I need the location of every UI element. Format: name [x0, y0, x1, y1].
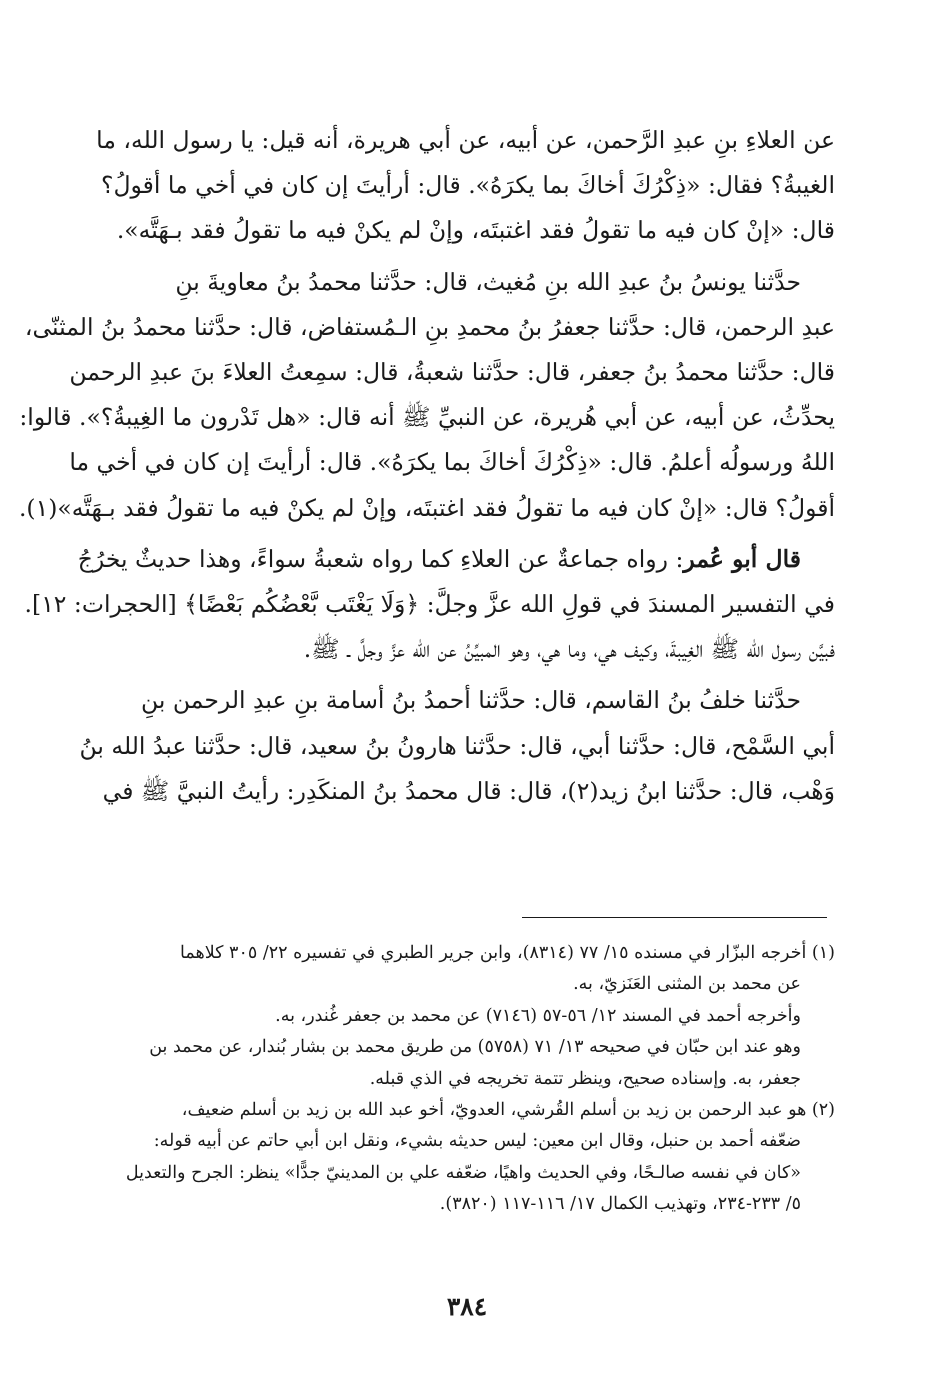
footnote-line: ٥/ ٢٣٣-٢٣٤، وتهذيب الكمال ١٧/ ١١٦-١١٧ (٣٨٢٠). [439, 1194, 801, 1215]
text-line: في التفسير المسندَ في قولِ الله عزَّ وجلَّ: ﴿وَلَا يَغْتَب بَّعْضُكُم بَعْضًا﴾ [الحجرات: ١٢]. [24, 590, 835, 619]
text-line: عن العلاءِ بنِ عبدِ الرَّحمن، عن أبيه، عن أبي هريرة، أنه قيل: يا رسول الله، ما [96, 126, 835, 154]
paragraph [79, 678, 835, 814]
footnotes [83, 938, 835, 1221]
text-line: قال: «إنْ كان فيه ما تقولُ فقد اغتبتَه، وإنْ لم يكنْ فيه ما تقولُ فقد بـهَتَّه». [116, 216, 835, 245]
text-line: عبدِ الرحمن، قال: حدَّثنا جعفرُ بنُ محمدِ بنِ الـمُستفاض، قال: حدَّثنا محمدُ بنُ المثنّى، [24, 312, 835, 341]
footnote-line: وهو عند ابن حبّان في صحيحه ١٣/ ٧١ (٥٧٥٨) من طريق محمد بن بشار بُندار، عن محمد بن [149, 1037, 801, 1058]
footnote-line: عن محمد بن المثنى العَنَزيّ، به. [573, 974, 801, 995]
footnote-line: (١) أخرجه البزّار في مسنده ١٥/ ٧٧ (٨٣١٤)، وابن جرير الطبري في تفسيره ٢٢/ ٣٠٥ كلاهما [180, 943, 835, 963]
footnote-line: (٢) هو عبد الرحمن بن زيد بن أسلم القُرشي، العدويّ، أخو عبد الله بن زيد بن أسلم ضعيف، [181, 1100, 835, 1121]
text-line: قال: حدَّثنا محمدُ بنُ جعفر، قال: حدَّثنا شعبةُ، قال: سمِعتُ العلاءَ بنَ عبدِ الرحمن [69, 358, 835, 387]
footnote-line: «كان في نفسه صالـحًا، وفي الحديث واهيًا، ضعّفه علي بن المدينيّ جدًّا» ينظر: الجرح والتعديل [125, 1162, 801, 1183]
text-line [77, 537, 835, 582]
footnote-1 [83, 938, 835, 1095]
text-run: : رواه جماعةٌ عن العلاءِ كما رواه شعبةُ سواءً، وهذا حديثٌ يخرُجُ [77, 544, 684, 573]
page-number: ٣٨٤ [446, 1292, 488, 1321]
footnote-2 [83, 1095, 835, 1221]
text-line: أقولُ؟ قال: «إنْ كان فيه ما تقولُ فقد اغتبتَه، وإنْ لم يكنْ فيه ما تقولُ فقد بـهَتَّه»(١). [18, 493, 835, 522]
text-line: حدَّثنا خلفُ بنُ القاسم، قال: حدَّثنا أحمدُ بنُ أسامة بنِ عبدِ الرحمن بنِ [141, 686, 801, 715]
text-line: فبيَّن رسول الله ﷺ الغِيبةَ، وكيف هي، وما هي، وهو المبيِّنُ عن الله عزَّ وجلَّ ـ ﷺ. [303, 635, 835, 664]
text-line: أبي السَّمْح، قال: حدَّثنا أبي، قال: حدَّثنا هارونُ بنُ سعيد، قال: حدَّثنا عبدُ الله بنُ [79, 731, 835, 760]
main-text [18, 118, 835, 820]
footnote-divider [522, 917, 827, 918]
text-line: اللهُ ورسولُه أعلمُ. قال: «ذِكْرُكَ أخاكَ بما يكرَهُ». قال: أرأيتَ إن كان في أخي ما [69, 448, 835, 477]
footnote-line: وأخرجه أحمد في المسند ١٢/ ٥٦-٥٧ (٧١٤٦) عن محمد بن جعفر غُندر، به. [275, 1005, 801, 1026]
speaker-label: قال أبو عُمر [683, 544, 801, 573]
text-line: حدَّثنا يونسُ بنُ عبدِ الله بنِ مُغيث، قال: حدَّثنا محمدُ بنُ معاويةَ بنِ [175, 267, 801, 296]
text-line: الغيبةُ؟ فقال: «ذِكْرُكَ أخاكَ بما يكرَهُ». قال: أرأيتَ إن كان في أخي ما أقولُ؟ [100, 171, 835, 200]
footnote-line: جعفر، به. وإسناده صحيح، وينظر تتمة تخريجه في الذي قبله. [369, 1068, 801, 1089]
footnote-line: ضعّفه أحمد بن حنبل، وقال ابن معين: ليس حديثه بشيء، ونقل ابن أبي حاتم عن أبيه قوله: [153, 1131, 801, 1152]
paragraph [18, 260, 835, 531]
text-line: وَهْب، قال: حدَّثنا ابنُ زيد(٢)، قال: قال محمدُ بنُ المنكَدِر: رأيتُ النبيَّ ﷺ في [102, 776, 835, 805]
text-line: يحدِّثُ، عن أبيه، عن أبي هُريرة، عن النبيِّ ﷺ أنه قال: «هل تَدْرون ما الغِيبةُ؟». قالوا: [19, 403, 835, 432]
paragraph [83, 118, 835, 254]
paragraph [24, 537, 835, 673]
